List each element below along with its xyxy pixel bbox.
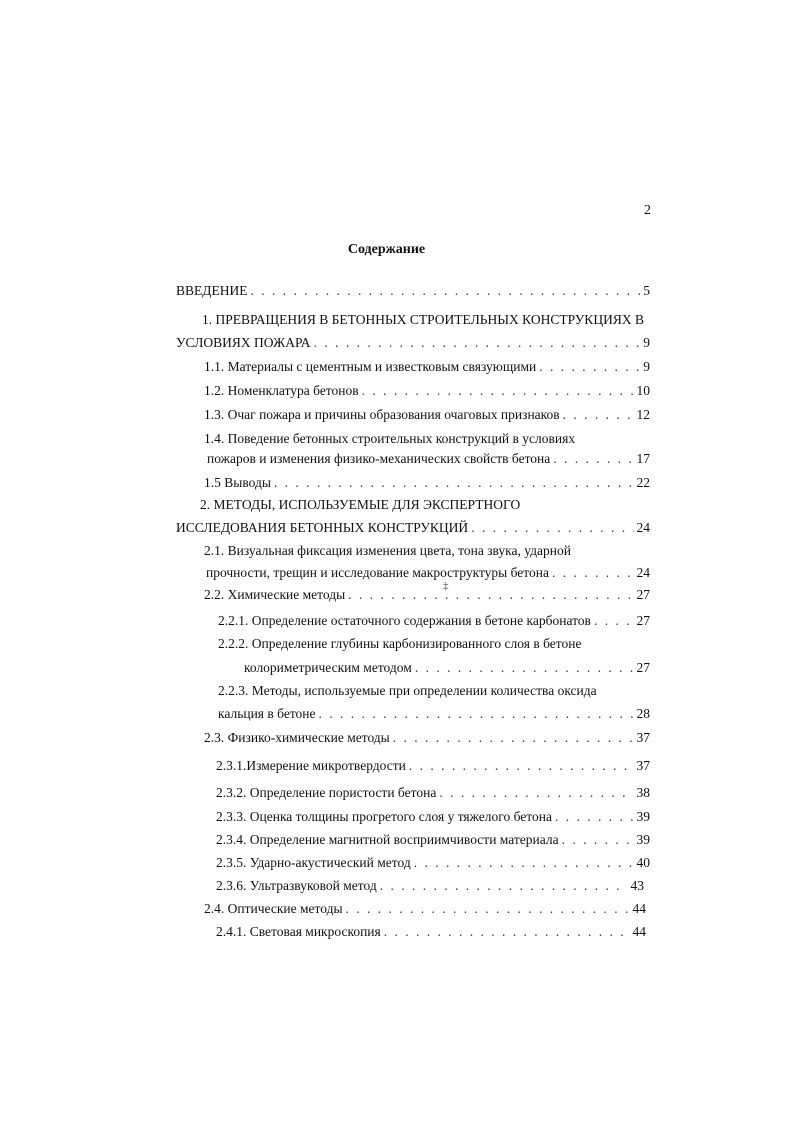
toc-leader-dots	[274, 474, 634, 492]
toc-entry-page: 44	[632, 901, 646, 916]
toc-entry-2-2-3-line-1[interactable]	[218, 680, 650, 700]
toc-leader-dots	[348, 586, 633, 604]
toc-entry-chapter-1-line-2[interactable]	[176, 332, 650, 352]
toc-entry-1-3[interactable]	[204, 404, 650, 424]
toc-entry-label: 2.4.1. Световая микроскопия	[216, 924, 381, 939]
toc-entry-label: 1.5 Выводы	[204, 475, 271, 490]
toc-entry-2-1-line-1[interactable]	[204, 540, 650, 560]
toc-leader-dots	[555, 808, 634, 826]
toc-leader-dots	[250, 282, 640, 300]
toc-entry-1-4-line-2[interactable]	[207, 448, 650, 468]
toc-entry-2-2-2-line-1[interactable]	[218, 633, 650, 653]
page-number: 2	[644, 203, 651, 218]
toc-entry-2-2-1[interactable]	[218, 610, 650, 630]
toc-entry-2-2[interactable]	[204, 584, 650, 604]
toc-entry-label: 1.1. Материалы с цементным и известковым связующими	[204, 359, 537, 374]
toc-entry-page: 43	[630, 878, 644, 893]
toc-leader-dots	[346, 900, 630, 918]
toc-entry-label: 1.3. Очаг пожара и причины образования очаговых признаков	[204, 407, 560, 422]
toc-entry-label: 2.3.1.Измерение микротвердости	[216, 758, 406, 773]
toc-leader-dots	[594, 612, 634, 630]
toc-entry-label: ВВЕДЕНИЕ	[176, 283, 248, 298]
toc-leader-dots	[380, 877, 628, 895]
print-artifact: ‡	[443, 580, 449, 592]
toc-entry-2-2-3-line-2[interactable]	[218, 703, 650, 723]
toc-leader-dots	[409, 757, 634, 775]
toc-leader-dots	[362, 382, 634, 400]
toc-entry-2-2-2-line-2[interactable]	[244, 657, 650, 677]
toc-entry-label: 2.1. Визуальная фиксация изменения цвета, тона звука, ударной	[204, 543, 571, 558]
toc-entry-2-3-3[interactable]	[216, 806, 650, 826]
toc-leader-dots	[384, 923, 630, 941]
toc-entry-label: 2.3.4. Определение магнитной восприимчивости материала	[216, 832, 559, 847]
toc-leader-dots	[319, 705, 634, 723]
toc-entry-2-1-line-2[interactable]	[206, 562, 650, 582]
toc-entry-label: 2. МЕТОДЫ, ИСПОЛЬЗУЕМЫЕ ДЛЯ ЭКСПЕРТНОГО	[200, 497, 521, 512]
toc-entry-page: 9	[643, 359, 650, 374]
toc-entry-page: 17	[636, 451, 650, 466]
toc-entry-label: 2.3.6. Ультразвуковой метод	[216, 878, 377, 893]
toc-leader-dots	[471, 519, 633, 537]
toc-entry-label: колориметрическим методом	[244, 660, 412, 675]
toc-entry-page: 24	[636, 520, 650, 535]
toc-entry-page: 9	[643, 335, 650, 350]
toc-entry-chapter-1-line-1[interactable]	[202, 309, 650, 329]
toc-leader-dots	[314, 334, 641, 352]
toc-entry-page: 39	[636, 809, 650, 824]
toc-entry-chapter-2-line-1[interactable]	[200, 494, 650, 514]
toc-leader-dots	[439, 784, 633, 802]
toc-entry-2-4-1[interactable]	[216, 921, 646, 941]
toc-entry-label: 2.3.5. Ударно-акустический метод	[216, 855, 411, 870]
toc-leader-dots	[539, 358, 640, 376]
toc-entry-label: 2.3.2. Определение пористости бетона	[216, 785, 437, 800]
toc-title: Содержание	[347, 242, 426, 257]
toc-leader-dots	[562, 831, 634, 849]
toc-entry-page: 5	[643, 283, 650, 298]
toc-entry-page: 27	[636, 660, 650, 675]
toc-entry-page: 22	[636, 475, 650, 490]
toc-entry-label: 2.3. Физико-химические методы	[204, 730, 390, 745]
toc-entry-1-5[interactable]	[204, 472, 650, 492]
toc-entry-page: 37	[636, 730, 650, 745]
toc-entry-label: ИССЛЕДОВАНИЯ БЕТОННЫХ КОНСТРУКЦИЙ	[176, 520, 469, 535]
toc-entry-label: 2.2.2. Определение глубины карбонизированного слоя в бетоне	[218, 636, 582, 651]
toc-entry-page: 40	[636, 855, 650, 870]
toc-entry-1-1[interactable]	[204, 356, 650, 376]
toc-entry-2-3-6[interactable]	[216, 875, 644, 895]
toc-leader-dots	[563, 406, 634, 424]
toc-entry-label: кальция в бетоне	[218, 706, 316, 721]
toc-entry-page: 12	[636, 407, 650, 422]
toc-leader-dots	[552, 564, 634, 582]
toc-entry-label: прочности, трещин и исследование макроструктуры бетона	[206, 565, 549, 580]
toc-entry-label: УСЛОВИЯХ ПОЖАРА	[176, 335, 311, 350]
toc-entry-label: 2.2.3. Методы, используемые при определении количества оксида	[218, 683, 597, 698]
toc-entry-label: 1. ПРЕВРАЩЕНИЯ В БЕТОННЫХ СТРОИТЕЛЬНЫХ КОНСТРУКЦИЯХ В	[202, 312, 644, 327]
toc-entry-introduction[interactable]	[176, 280, 650, 300]
toc-entry-page: 10	[636, 383, 650, 398]
toc-entry-page: 27	[636, 587, 650, 602]
toc-entry-2-3-5[interactable]	[216, 852, 650, 872]
toc-entry-2-3-1[interactable]	[216, 755, 650, 775]
toc-leader-dots	[415, 659, 634, 677]
toc-entry-page: 28	[636, 706, 650, 721]
toc-entry-page: 39	[636, 832, 650, 847]
toc-entry-1-2[interactable]	[204, 380, 650, 400]
toc-entry-chapter-2-line-2[interactable]	[176, 517, 650, 537]
toc-entry-label: 1.4. Поведение бетонных строительных конструкций в условиях	[204, 431, 576, 446]
toc-entry-page: 27	[636, 613, 650, 628]
toc-entry-label: 2.2. Химические методы	[204, 587, 346, 602]
toc-entry-label: 1.2. Номенклатура бетонов	[204, 383, 359, 398]
toc-entry-page: 24	[636, 565, 650, 580]
toc-entry-label: 2.4. Оптические методы	[204, 901, 343, 916]
toc-entry-page: 38	[636, 785, 650, 800]
toc-leader-dots	[414, 854, 634, 872]
toc-entry-label: пожаров и изменения физико-механических свойств бетона	[207, 451, 551, 466]
toc-entry-1-4-line-1[interactable]	[204, 428, 650, 448]
toc-entry-page: 44	[632, 924, 646, 939]
toc-entry-label: 2.2.1. Определение остаточного содержания в бетоне карбонатов	[218, 613, 591, 628]
toc-entry-2-3[interactable]	[204, 727, 650, 747]
toc-entry-2-3-4[interactable]	[216, 829, 650, 849]
toc-leader-dots	[393, 729, 634, 747]
toc-entry-2-3-2[interactable]	[216, 782, 650, 802]
toc-leader-dots	[553, 450, 633, 468]
toc-entry-2-4[interactable]	[204, 898, 646, 918]
toc-entry-page: 37	[636, 758, 650, 773]
toc-entry-label: 2.3.3. Оценка толщины прогретого слоя у тяжелого бетона	[216, 809, 552, 824]
